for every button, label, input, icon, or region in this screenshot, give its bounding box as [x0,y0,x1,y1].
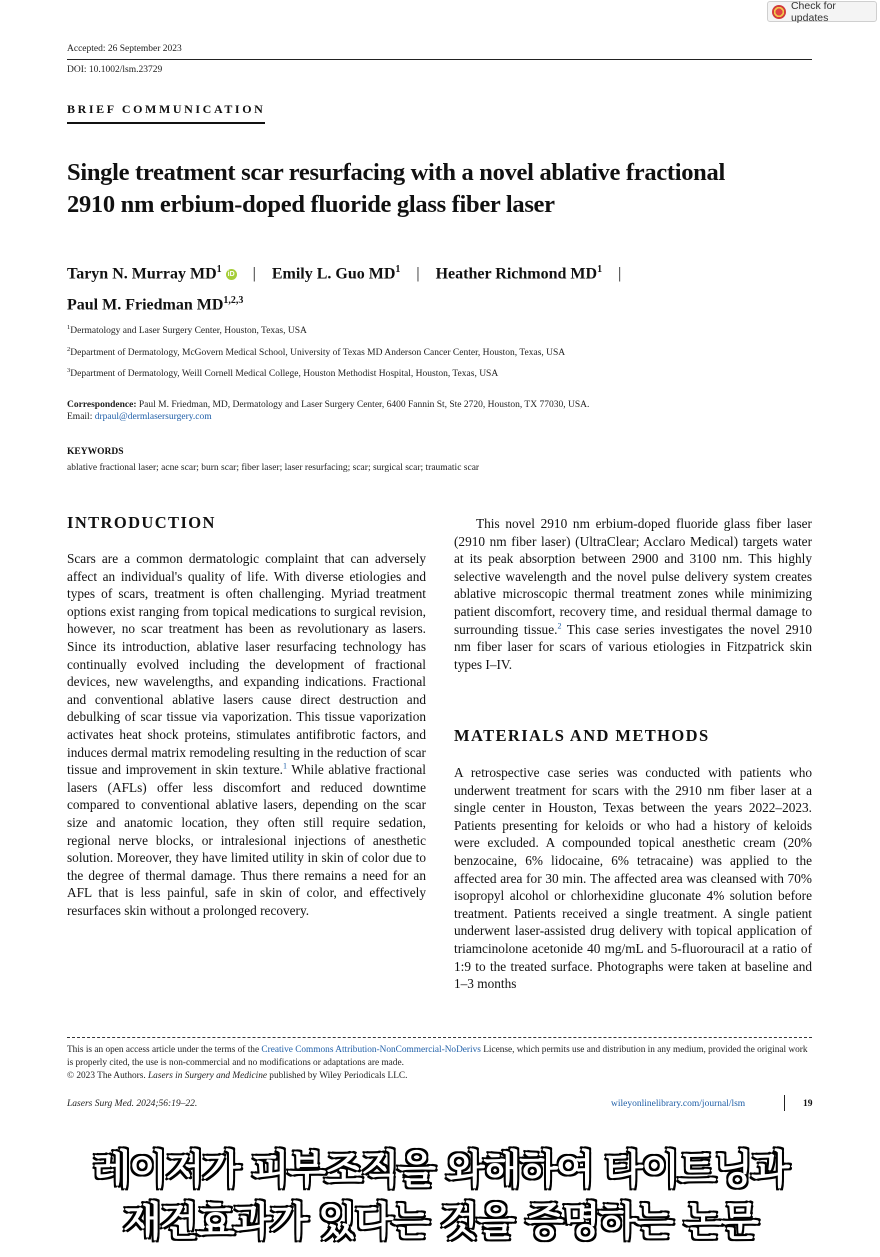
methods-paragraph: A retrospective case series was conducted with patients who underwent treatment for scars with the 2910 nm fiber laser at a single center in Houston, Texas between the years 2022–2023. Patients presenting for keloids or who had a history of keloids were excluded. A compounded topical anesthetic cream (20% benzocaine, 6% lidocaine, 6% tetracaine) was applied to the affected area for 30 min. The affected area was cleansed with 70% isopropyl alcohol or chlorhexidine gluconate 4% solution before treatment. Patients received a single treatment. A single patient underwent laser-assisted drug delivery with topical application of triamcinolone acetonide 40 mg/mL and 5-fluorouracil at a ratio of 1:9 to the treated surface. Photographs were taken at baseline and 1–3 months [454,765,812,992]
correspondence-label: Correspondence: [67,400,137,410]
correspondence [67,399,812,423]
orcid-icon[interactable]: iD [227,271,235,279]
author-sup: 1 [216,264,222,275]
license-text: This is an open access article under the terms of the [67,1045,262,1055]
intro-paragraph [67,550,426,919]
intro-text: This novel 2910 nm erbium-doped fluoride glass fiber laser (2910 nm fiber laser) (UltraClear; Acclaro Medical) targets water at its peak absorption between 2900 and 3100 nm. This highly selective wavelength and the novel pulse delivery system creates ablative microscopic thermal treatment zones while minimizing patient discomfort, recovery time, and residual thermal damage to surrounding tissue. [454,516,812,637]
reference-link[interactable]: 1 [283,761,287,771]
journal-url-link[interactable]: wileyonlinelibrary.com/journal/lsm [611,1099,746,1109]
check-for-updates-label: Check for updates [790,0,836,24]
author-name: Heather Richmond MD [435,265,598,283]
affiliation-sup: 3 [67,367,71,374]
affiliation [67,324,307,336]
section-label: BRIEF COMMUNICATION [67,102,265,124]
intro-text: Scars are a common dermatologic complaint that can adversely affect an individual's quality of life. With diverse etiologies and types of scars, treatment is often challenging. Myriad treatment options exist ranging from topical medications to surgical revision, however, no scar treatment has been as revolutionary as lasers. Since its introduction, ablative laser resurfacing technology has continually evolved including the development of fractional devices, new wavelengths, and expanding indications. Fractional and conventional ablative lasers cause direct destruction and debulking of scar tissue via vaporization. This tissue vaporization activates heat shock proteins, stimulates antifibrotic factors, and induces dermal matrix remodeling resulting in the reduction of scar tissue and improvement in skin texture. [67,551,426,778]
header-rule [67,59,812,60]
doi: DOI: 10.1002/lsm.23729 [67,65,163,75]
citation: Lasers Surg Med. 2024;56:19–22. [67,1099,198,1109]
author-sup: 1 [597,264,603,275]
affiliation-sup: 2 [67,346,71,353]
methods-heading: MATERIALS AND METHODS [454,726,710,745]
caption-line: 레이저가 피부조직을 와해하여 타이트닝과 [92,1147,788,1193]
author-separator: | [416,265,420,283]
author-separator: | [252,265,256,283]
email-label: Email: [67,412,95,422]
copyright-text: published by Wiley Periodicals LLC. [266,1071,408,1081]
page-number: 19 [803,1099,813,1109]
copyright-text: © 2023 The Authors. [67,1071,149,1081]
license-notice [67,1044,812,1083]
affiliation-text: Department of Dermatology, McGovern Medical School, University of Texas MD Anderson Cancer Center, Houston, Texas, USA [70,348,566,359]
title-line: Single treatment scar resurfacing with a novel ablative fractional [67,159,725,186]
article-title [67,157,807,221]
methods-column [454,764,812,993]
check-for-updates-button[interactable] [767,1,877,22]
reference-link[interactable]: 2 [557,621,562,631]
author-list [67,256,812,319]
author-name: Emily L. Guo MD [271,265,396,283]
author-sup: 1,2,3 [223,295,244,307]
footer-divider [784,1095,785,1111]
license-text: License, which permits use and distribution in any medium, provided the original work is properly cited, the use is non-commercial and no modifications or adaptations are made. [67,1045,808,1068]
affiliation-text: Dermatology and Laser Surgery Center, Houston, Texas, USA [70,326,307,337]
accepted-date: Accepted: 26 September 2023 [67,44,182,54]
journal-name: Lasers in Surgery and Medicine [148,1071,267,1081]
author-name: Taryn N. Murray MD [67,265,217,283]
intro-paragraph [454,515,812,673]
author-sup: 1 [395,264,401,275]
check-for-updates-icon [772,5,786,19]
affiliation [67,346,565,358]
license-link[interactable]: Creative Commons Attribution-NonCommercial-NoDerivs [261,1045,481,1055]
title-line: 2910 nm erbium-doped fluoride glass fiber laser [67,191,555,218]
intro-text: This case series investigates the novel 2910 nm fiber laser for scars of various etiologies in Fitzpatrick skin types I–IV. [454,621,813,672]
intro-column [67,550,426,919]
intro-continued-column [454,515,812,673]
correspondence-text: Paul M. Friedman, MD, Dermatology and Laser Surgery Center, 6400 Fannin St, Ste 2720, Houston, TX 77030, USA. [136,400,590,410]
keywords-text: ablative fractional laser; acne scar; burn scar; fiber laser; laser resurfacing; scar; surgical scar; traumatic scar [67,463,480,473]
affiliation-sup: 1 [67,324,71,331]
intro-heading: INTRODUCTION [67,513,216,532]
keywords-heading: KEYWORDS [67,447,124,457]
affiliation-text: Department of Dermatology, Weill Cornell Medical College, Houston Methodist Hospital, Houston, Texas, USA [70,369,499,380]
license-divider [67,1037,812,1038]
email-link[interactable]: drpaul@dermlasersurgery.com [94,412,212,422]
caption-line: 재건효과가 있다는 것을 증명하는 논문 [123,1199,757,1245]
affiliation [67,367,498,379]
author-name: Paul M. Friedman MD [67,296,224,314]
intro-text: While ablative fractional lasers (AFLs) offer less discomfort and reduced downtime compared to conventional ablative lasers, depending on the scar size and anatomic location, they often still require sedation, regional nerve blocks, or intralesional injections of anesthetic solution. Moreover, they have limited utility in skin of color due to the degree of thermal damage. Thus there remains a need for an AFL that is less painful, safe in skin of color, and effectively resurfaces skin without a prolonged recovery. [67,762,426,918]
author-separator: | [618,265,622,283]
